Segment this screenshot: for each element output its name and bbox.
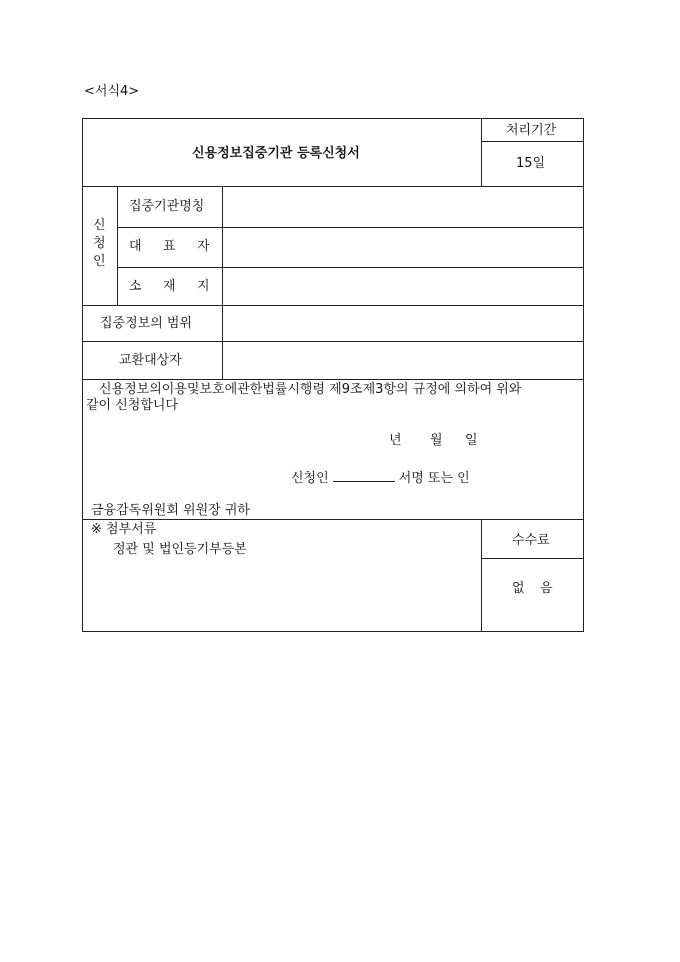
applicant-label-char: 청 [93, 236, 106, 251]
attachments-item: 정관 및 법인등기부등본 [113, 542, 247, 557]
sign-or-seal-label: 서명 또는 인 [398, 471, 470, 486]
divider [83, 519, 583, 520]
fee-value-char: 음 [540, 581, 553, 596]
processing-period-value: 15일 [516, 156, 546, 171]
date-year: 년 [389, 433, 402, 448]
fee-value-char: 없 [512, 581, 525, 596]
date-month: 월 [430, 433, 443, 448]
signature-line [291, 471, 470, 485]
location-field[interactable] [223, 268, 481, 305]
location-label-char: 재 [163, 279, 176, 294]
divider [481, 141, 583, 142]
applicant-label-char: 신 [93, 218, 106, 233]
representative-label-char: 대 [129, 239, 142, 254]
addressee: 금융감독위원회 위원장 귀하 [91, 503, 250, 518]
location-label-char: 지 [197, 279, 210, 294]
exchange-target-label: 교환대상자 [119, 353, 182, 368]
divider [117, 186, 118, 305]
divider [83, 379, 583, 380]
divider [481, 519, 482, 631]
location-label-char: 소 [129, 279, 142, 294]
representative-field[interactable] [223, 228, 481, 267]
attachments-heading: ※ 첨부서류 [91, 522, 157, 537]
form-number: <서식4> [84, 84, 140, 99]
divider [481, 558, 583, 559]
statement-line-2: 같이 신청합니다 [86, 398, 179, 413]
fee-label: 수수료 [512, 533, 550, 548]
applicant-label-char: 인 [93, 254, 106, 269]
representative-label-char: 표 [163, 239, 176, 254]
agency-name-field[interactable] [223, 187, 481, 227]
date-day: 일 [465, 433, 478, 448]
divider [481, 119, 482, 186]
applicant-sign-label: 신청인 [291, 471, 329, 486]
info-scope-field[interactable] [223, 306, 582, 341]
processing-period-label: 처리기간 [506, 123, 557, 138]
exchange-target-field[interactable] [223, 342, 582, 379]
agency-name-label: 집중기관명칭 [129, 199, 205, 214]
statement-line-1: 신용정보의이용및보호에관한법률시행령 제9조제3항의 규정에 의하여 위와 [99, 382, 522, 397]
representative-label-char: 자 [197, 239, 210, 254]
registration-form [82, 118, 584, 632]
signature-blank[interactable] [333, 471, 395, 482]
info-scope-label: 집중정보의 범위 [100, 316, 193, 331]
form-title: 신용정보집중기관 등록신청서 [192, 146, 360, 161]
